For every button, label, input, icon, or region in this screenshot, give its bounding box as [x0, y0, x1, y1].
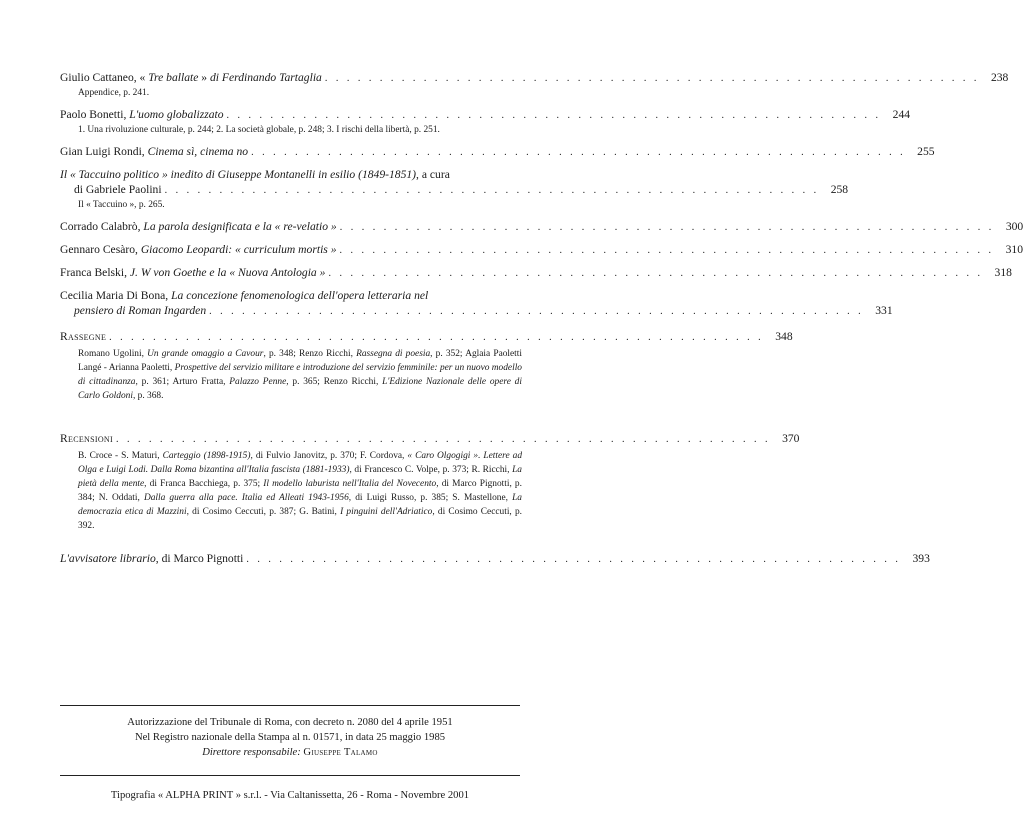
section-body: Romano Ugolini, Un grande omaggio a Cavour, p. 348; Renzo Ricchi, Rassegna di poesia, p. 352; Aglaia Paoletti Langé - Arianna Paoletti, Prospettive del servizio militare e introduzione del servizio femminile: per un nuovo modello di cittadinanza, p. 361; Arturo Fratta, Palazzo Penne, p. 365; Renzo Ricchi, L'Edizione Nazionale delle opere di Carlo Goldoni, p. 368. — [78, 349, 522, 401]
toc-entry-calabro — [60, 219, 1023, 235]
entry-title: L'avvisatore librario, di Marco Pignotti — [60, 552, 244, 565]
section-heading: Recensioni — [60, 432, 113, 445]
toc-entry-avvisatore — [60, 551, 930, 567]
colophon-registry: Nel Registro nazionale della Stampa al n. 01571, in data 25 maggio 1985 — [134, 732, 446, 743]
page-number: 300 — [1005, 220, 1023, 233]
leader-dots — [209, 304, 864, 319]
leader-dots — [227, 108, 882, 123]
page-number: 348 — [775, 330, 793, 343]
page-number: 318 — [994, 266, 1012, 279]
toc-entry-rondi — [60, 144, 935, 160]
entry-subtitle: Il « Taccuino », p. 265. — [78, 200, 165, 210]
page-number: 258 — [830, 183, 849, 196]
page-number: 310 — [1005, 243, 1023, 256]
entry-subtitle: Appendice, p. 241. — [78, 88, 150, 98]
printer-line: Tipografia « ALPHA PRINT » s.r.l. - Via Caltanissetta, 26 - Roma - Novembre 2001 — [110, 790, 470, 801]
toc-entry-taccuino — [60, 167, 849, 212]
entry-title-line2: pensiero di Roman Ingarden — [74, 304, 207, 317]
page-number: 393 — [912, 552, 930, 565]
leader-dots — [340, 220, 995, 235]
entry-title: Giulio Cattaneo, « Tre ballate » di Ferdinando Tartaglia — [60, 71, 322, 84]
page-number: 255 — [917, 145, 935, 158]
table-of-contents — [60, 70, 1023, 574]
entry-title-line2: di Gabriele Paolini — [74, 183, 162, 196]
leader-dots — [251, 145, 906, 160]
section-recensioni — [60, 431, 800, 533]
leader-dots — [116, 432, 771, 447]
entry-title: Corrado Calabrò, La parola designificata e la « re-velatio » — [60, 220, 337, 233]
page-number: 244 — [892, 108, 911, 121]
leader-dots — [328, 266, 983, 281]
page-number: 238 — [990, 71, 1009, 84]
divider-top — [60, 705, 520, 706]
divider-bottom — [60, 775, 520, 776]
section-rassegne — [60, 329, 793, 403]
entry-title: Gian Luigi Rondi, Cinema sì, cinema no — [60, 145, 249, 158]
entry-title-line1: Il « Taccuino politico » inedito di Giuseppe Montanelli in esilio (1849-1851), a cura — [60, 168, 450, 181]
entry-subtitle: 1. Una rivoluzione culturale, p. 244; 2. La società globale, p. 248; 3. I rischi della libertà, p. 251. — [78, 125, 440, 135]
colophon-director — [60, 745, 520, 760]
toc-entry-bonetti — [60, 107, 911, 137]
toc-entry-belski — [60, 265, 1012, 281]
colophon — [60, 715, 520, 760]
toc-entry-cattaneo — [60, 70, 1009, 100]
toc-entry-bona — [60, 288, 893, 319]
section-heading: Rassegne — [60, 330, 107, 343]
leader-dots — [109, 330, 764, 345]
leader-dots — [165, 183, 820, 198]
entry-title: Gennaro Cesàro, Giacomo Leopardi: « curriculum mortis » — [60, 243, 337, 256]
director-name: Giuseppe Talamo — [303, 747, 378, 758]
entry-title: Franca Belski, J. W von Goethe e la « Nuova Antologia » — [60, 266, 326, 279]
entry-title-line1: Cecilia Maria Di Bona, La concezione fenomenologica dell'opera letteraria nel — [60, 289, 429, 302]
director-label: Direttore responsabile: — [202, 747, 301, 758]
leader-dots — [340, 243, 995, 258]
page-number: 370 — [782, 432, 800, 445]
leader-dots — [246, 552, 901, 567]
toc-entry-cesaro — [60, 242, 1023, 258]
page-number: 331 — [875, 304, 893, 317]
section-body: B. Croce - S. Maturi, Carteggio (1898-1915), di Fulvio Janovitz, p. 370; F. Cordova, « Caro Olgogigi ». Lettere ad Olga e Luigi Lodi. Dalla Roma bizantina all'Italia fascista (1881-1933), di Francesco C. Volpe, p. 373; R. Ricchi, La pietà della mente, di Franca Bacchiega, p. 375; Il modello laburista nell'Italia del Novecento, di Marco Pignotti, p. 384; N. Oddati, Dalla guerra alla pace. Italia ed Alleati 1943-1956, di Luigi Russo, p. 385; S. Mastellone, La democrazia etica di Mazzini, di Cosimo Ceccuti, p. 387; G. Batini, I pinguini dell'Adriatico, di Cosimo Ceccuti, p. 392. — [78, 451, 523, 531]
colophon-authorization: Autorizzazione del Tribunale di Roma, con decreto n. 2080 del 4 aprile 1951 — [127, 717, 453, 728]
leader-dots — [325, 71, 980, 86]
entry-title: Paolo Bonetti, L'uomo globalizzato — [60, 108, 224, 121]
